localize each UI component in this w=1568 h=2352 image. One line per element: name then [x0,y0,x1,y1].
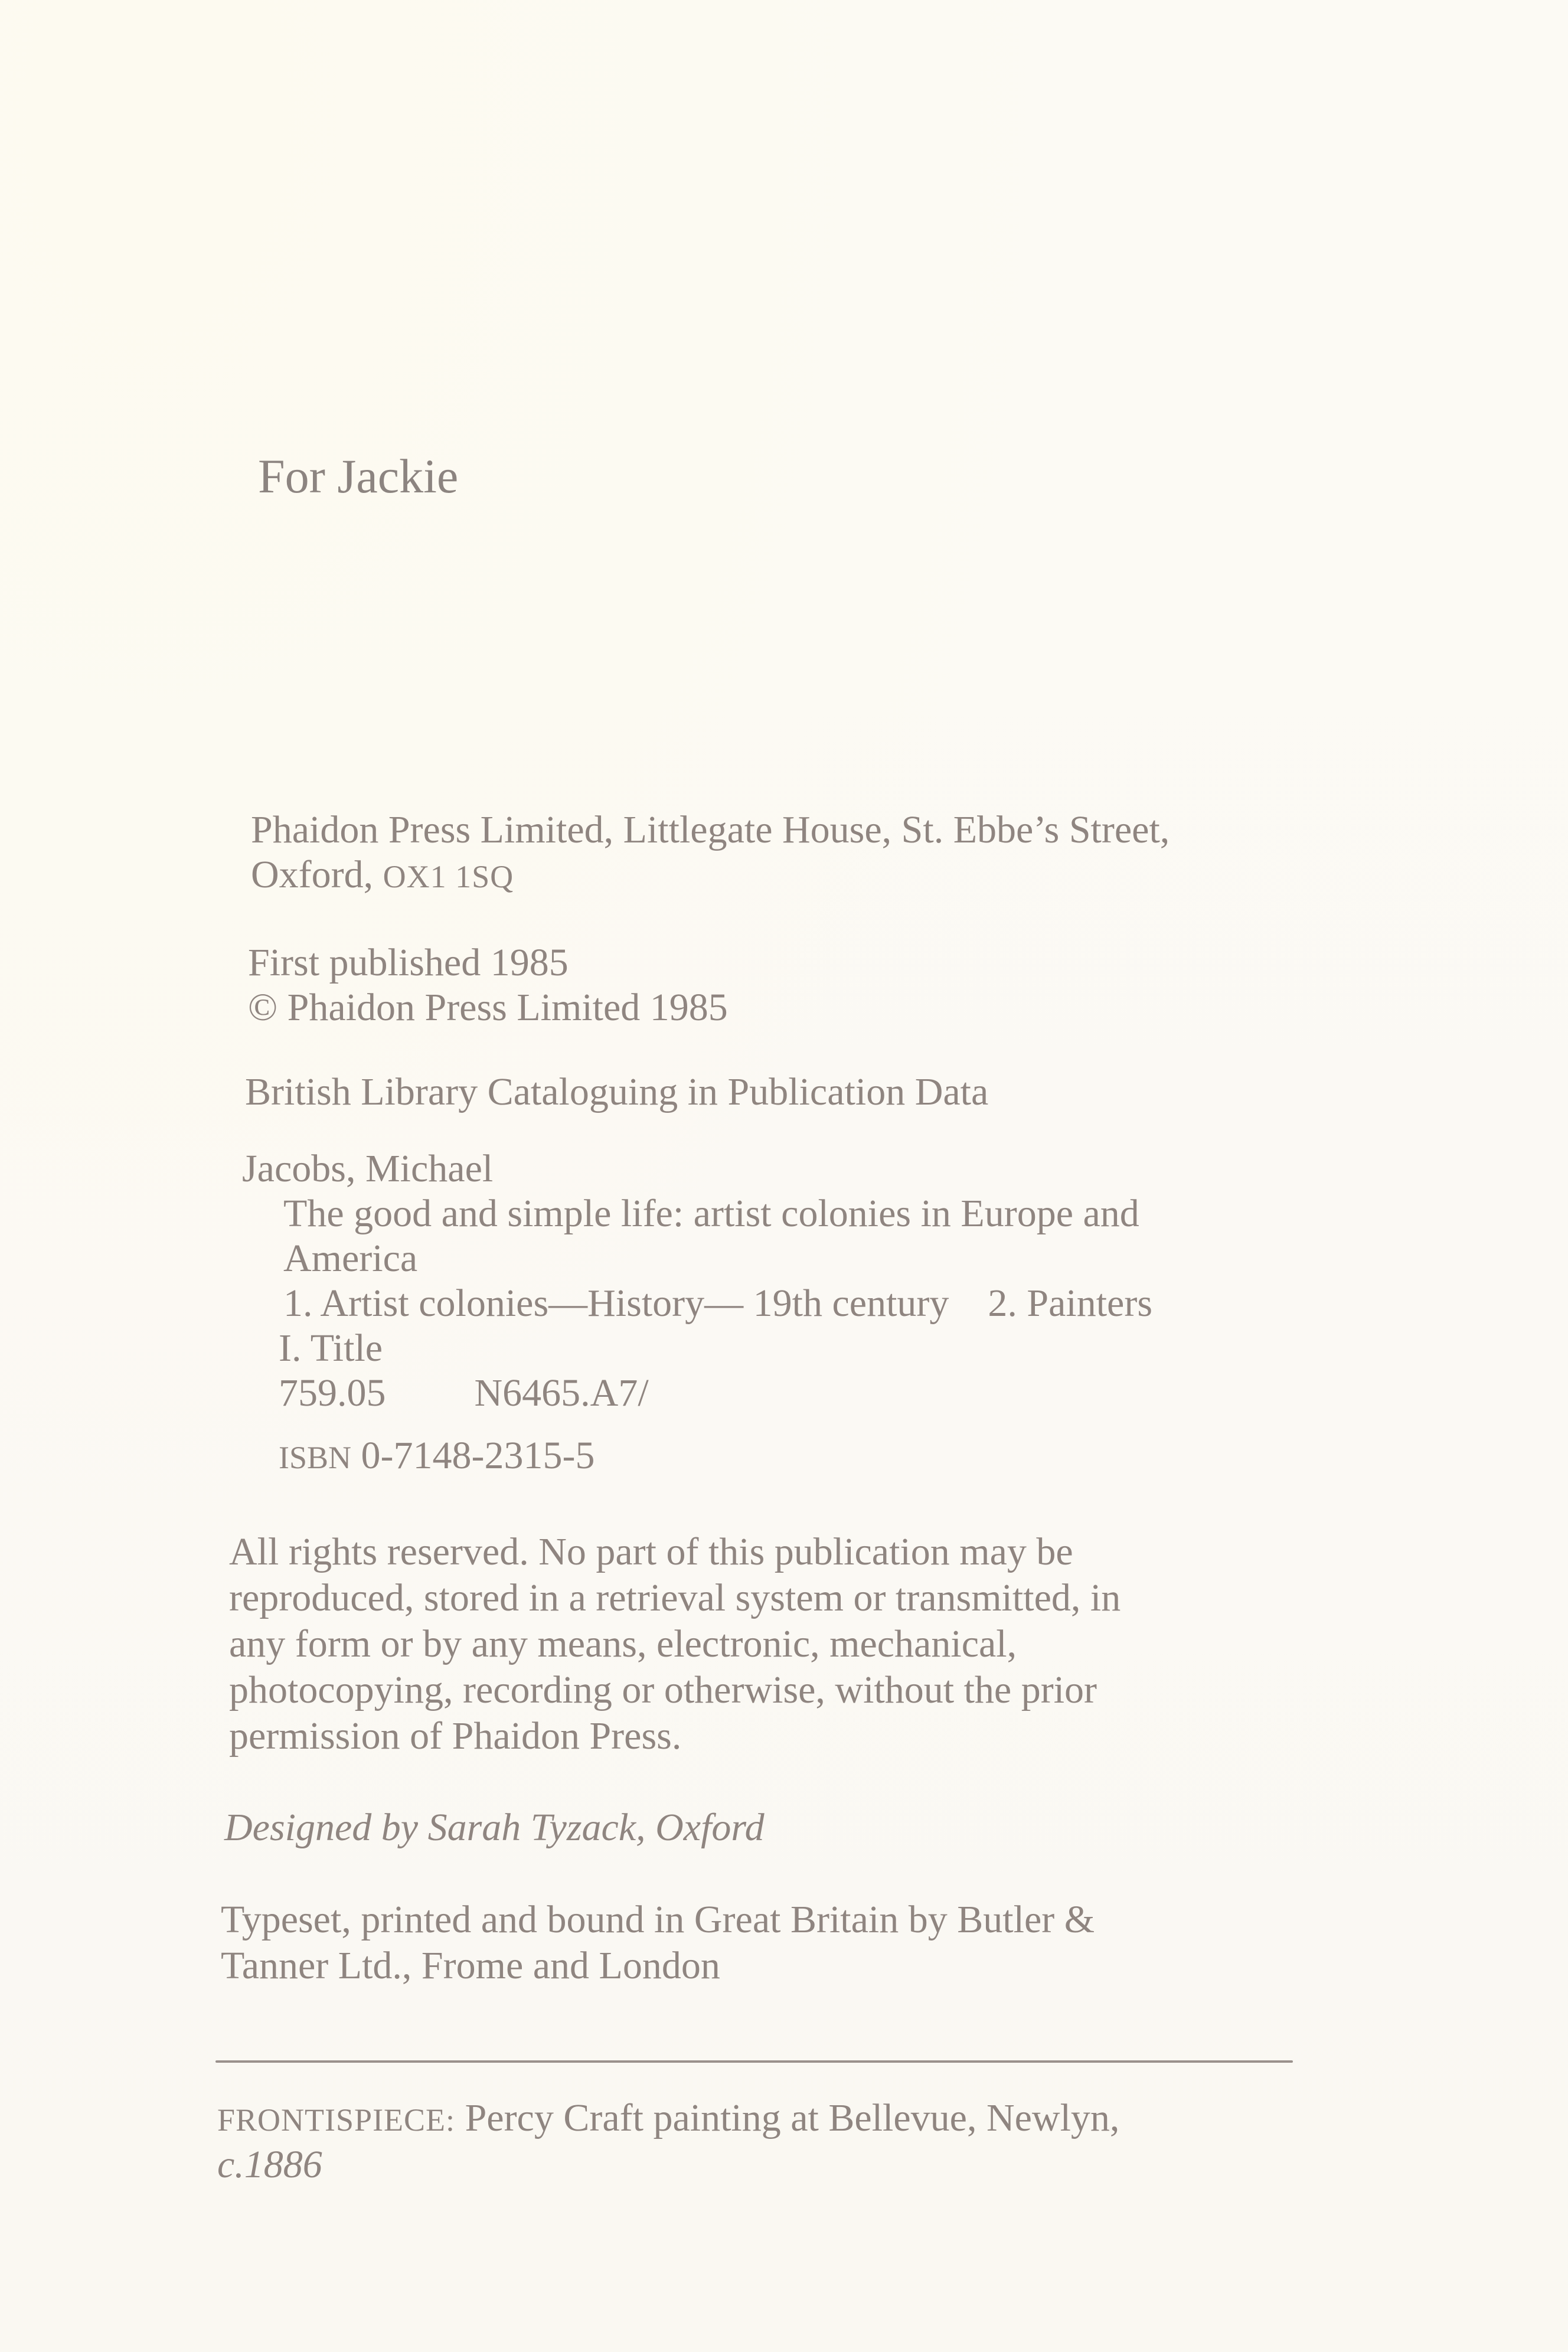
cip-record [242,1146,1152,1480]
cip-title-line-2: America [283,1237,418,1280]
cip-heading-text: British Library Cataloguing in Publication Data [245,1070,989,1113]
printer-line-1: Typeset, printed and bound in Great Britain by Butler & [221,1898,1095,1941]
rights-line: photocopying, recording or otherwise, without the prior [229,1668,1097,1711]
cip-author: Jacobs, Michael [242,1147,494,1190]
divider-rule [215,2060,1293,2063]
designer-text: Designed by Sarah Tyzack, Oxford [224,1806,765,1849]
rights-line: All rights reserved. No part of this publication may be [229,1530,1073,1573]
lc-number: N6465.A7/ [474,1371,649,1415]
address-city: Oxford, [251,853,383,896]
rights-line: any form or by any means, electronic, mechanical, [229,1622,1017,1665]
cip-heading [245,1070,988,1115]
printer-credit [221,1897,1095,1989]
copyright-line [248,985,728,1030]
address-line-2 [251,852,1170,899]
designer-credit [224,1805,765,1850]
frontispiece-label: FRONTISPIECE: [217,2102,456,2138]
rights-line: permission of Phaidon Press. [229,1714,682,1758]
address-postcode: OX1 1SQ [383,859,514,894]
rights-notice [229,1529,1121,1759]
publisher-address [251,808,1170,899]
rights-line: reproduced, stored in a retrieval system or transmitted, in [229,1576,1121,1619]
dedication: For Jackie [258,449,459,503]
cip-classification [242,1371,1152,1416]
isbn-label: ISBN [279,1440,352,1475]
frontispiece-caption-text: Percy Craft painting at Bellevue, Newlyn, [455,2096,1120,2139]
frontispiece-date: c.1886 [217,2143,322,2186]
copyright-icon: © [248,986,278,1029]
first-published: First published 1985 [248,941,569,984]
cip-title-entry: I. Title [279,1327,383,1370]
cip-subjects: 1. Artist colonies—History— 19th century 2. Painters [283,1282,1153,1325]
frontispiece-line-1 [217,2096,1119,2142]
frontispiece-caption [217,2096,1119,2187]
publication-info [248,940,728,1030]
address-line-1: Phaidon Press Limited, Littlegate House, St. Ebbe’s Street, [251,808,1170,851]
isbn-line [242,1433,1152,1480]
dewey-number: 759.05 [279,1371,386,1415]
printer-line-2: Tanner Ltd., Frome and London [221,1944,720,1987]
copyright-holder: Phaidon Press Limited 1985 [287,986,728,1029]
isbn-number: 0-7148-2315-5 [361,1434,595,1477]
cip-title-line-1: The good and simple life: artist colonies in Europe and [283,1192,1139,1235]
